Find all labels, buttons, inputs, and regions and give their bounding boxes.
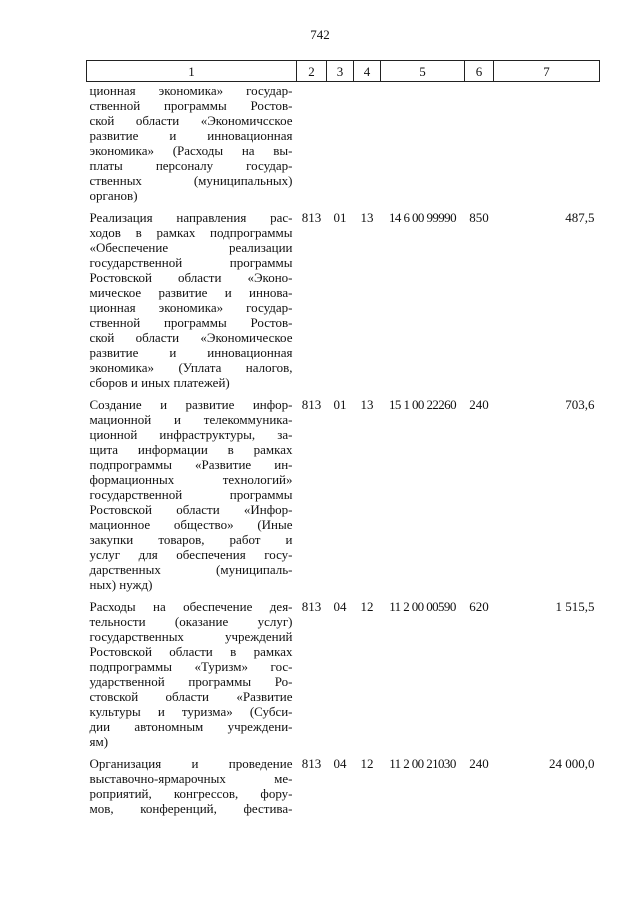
description-line: развитие и инновационная: [89, 128, 293, 143]
expense-type-code: 240: [469, 397, 489, 412]
subsection-code: 12: [360, 599, 374, 614]
description-line: экономика» (Расходы на вы-: [89, 143, 293, 158]
description-line: дии автономным учреждени-: [89, 719, 293, 734]
row-description: [87, 751, 297, 818]
description-line: стовской области «Развитие: [89, 689, 293, 704]
expense-type-code: 240: [469, 756, 489, 771]
description-line: Ростовской области в рамках: [89, 644, 293, 659]
column-header-3: 3: [327, 61, 354, 82]
row-description: [87, 82, 297, 206]
subsection-code: 12: [360, 756, 374, 771]
amount: 703,6: [565, 397, 595, 412]
amount: [494, 82, 600, 206]
description-line: Организация и проведение: [89, 756, 293, 771]
table-row: [87, 594, 600, 751]
target-article-code: 11 2 00 00590: [389, 599, 456, 614]
description-line: культуры и туризма» (Субси-: [89, 704, 293, 719]
budget-table: [86, 60, 600, 818]
target-article-code: 11 2 00 21030: [389, 756, 456, 771]
description-line: ционной инфраструктуры, за-: [89, 427, 293, 442]
section-code: 04: [333, 756, 347, 771]
table-row: [87, 392, 600, 594]
description-line: мов, конференций, фестива-: [89, 801, 293, 816]
column-header-4: 4: [354, 61, 381, 82]
description-line: мическое развитие и иннова-: [89, 285, 293, 300]
section-code: 01: [333, 397, 347, 412]
ministry-code: 813: [301, 397, 322, 412]
description-line: экономика» (Уплата налогов,: [89, 360, 293, 375]
description-line: ям): [89, 734, 109, 749]
table-row: [87, 205, 600, 392]
row-description: [87, 205, 297, 392]
description-line: государственных учреждений: [89, 629, 293, 644]
description-line: сборов и иных платежей): [89, 375, 230, 390]
description-line: ных) нужд): [89, 577, 153, 592]
target-article-code: [381, 82, 465, 206]
column-header-5: 5: [381, 61, 465, 82]
description-line: дарственных (муниципаль-: [89, 562, 293, 577]
description-line: ской области «Экономическое: [89, 330, 293, 345]
description-line: платы персоналу государ-: [89, 158, 293, 173]
description-line: Расходы на обеспечение дея-: [89, 599, 293, 614]
description-line: закупки товаров, работ и: [89, 532, 293, 547]
description-line: Создание и развитие инфор-: [89, 397, 293, 412]
page-number: 742: [310, 27, 330, 42]
description-line: ской области «Экономичсское: [89, 113, 293, 128]
description-line: роприятий, конгрессов, фору-: [89, 786, 293, 801]
description-line: государственной программы: [89, 255, 293, 270]
description-line: мационной и телекоммуника-: [89, 412, 293, 427]
description-line: Ростовской области «Инфор-: [89, 502, 293, 517]
description-line: тельности (оказание услуг): [89, 614, 293, 629]
amount: 487,5: [565, 210, 595, 225]
description-line: ственной программы Ростов-: [89, 98, 293, 113]
target-article-code: 14 6 00 99990: [389, 210, 456, 225]
description-line: ственных (муниципальных): [89, 173, 293, 188]
description-line: «Обеспечение реализации: [89, 240, 293, 255]
column-header-1: 1: [87, 61, 297, 82]
ministry-code: 813: [301, 599, 322, 614]
expense-type-code: [465, 82, 494, 206]
table-row: [87, 751, 600, 818]
ministry-code: [297, 82, 327, 206]
column-header-6: 6: [465, 61, 494, 82]
section-code: [327, 82, 354, 206]
description-line: формационных технологий»: [89, 472, 293, 487]
header-row: [87, 61, 600, 82]
row-description: [87, 594, 297, 751]
description-line: государственной программы: [89, 487, 293, 502]
description-line: развитие и инновационная: [89, 345, 293, 360]
description-line: ственной программы Ростов-: [89, 315, 293, 330]
description-line: выставочно-ярмарочных ме-: [89, 771, 293, 786]
description-line: подпрограммы «Туризм» гос-: [89, 659, 293, 674]
description-line: ударственной программы Ро-: [89, 674, 293, 689]
description-line: щита информации в рамках: [89, 442, 293, 457]
row-description: [87, 392, 297, 594]
description-line: Реализация направления рас-: [89, 210, 293, 225]
table-body: [87, 82, 600, 819]
expense-type-code: 850: [469, 210, 489, 225]
description-line: ционная экономика» государ-: [89, 83, 293, 98]
section-code: 01: [333, 210, 347, 225]
description-line: ходов в рамках подпрограммы: [89, 225, 293, 240]
column-header-7: 7: [494, 61, 600, 82]
ministry-code: 813: [301, 756, 322, 771]
description-line: подпрограммы «Развитие ин-: [89, 457, 293, 472]
description-line: ционная экономика» государ-: [89, 300, 293, 315]
subsection-code: 13: [360, 397, 374, 412]
column-header-2: 2: [297, 61, 327, 82]
description-line: мационное общество» (Иные: [89, 517, 293, 532]
section-code: 04: [333, 599, 347, 614]
ministry-code: 813: [301, 210, 322, 225]
description-line: органов): [89, 188, 138, 203]
expense-type-code: 620: [469, 599, 489, 614]
subsection-code: [354, 82, 381, 206]
amount: 1 515,5: [555, 599, 595, 614]
description-line: услуг для обеспечения госу-: [89, 547, 293, 562]
table-row: [87, 82, 600, 206]
amount: 24 000,0: [549, 756, 595, 771]
description-line: Ростовской области «Эконо-: [89, 270, 293, 285]
target-article-code: 15 1 00 22260: [389, 397, 456, 412]
subsection-code: 13: [360, 210, 374, 225]
